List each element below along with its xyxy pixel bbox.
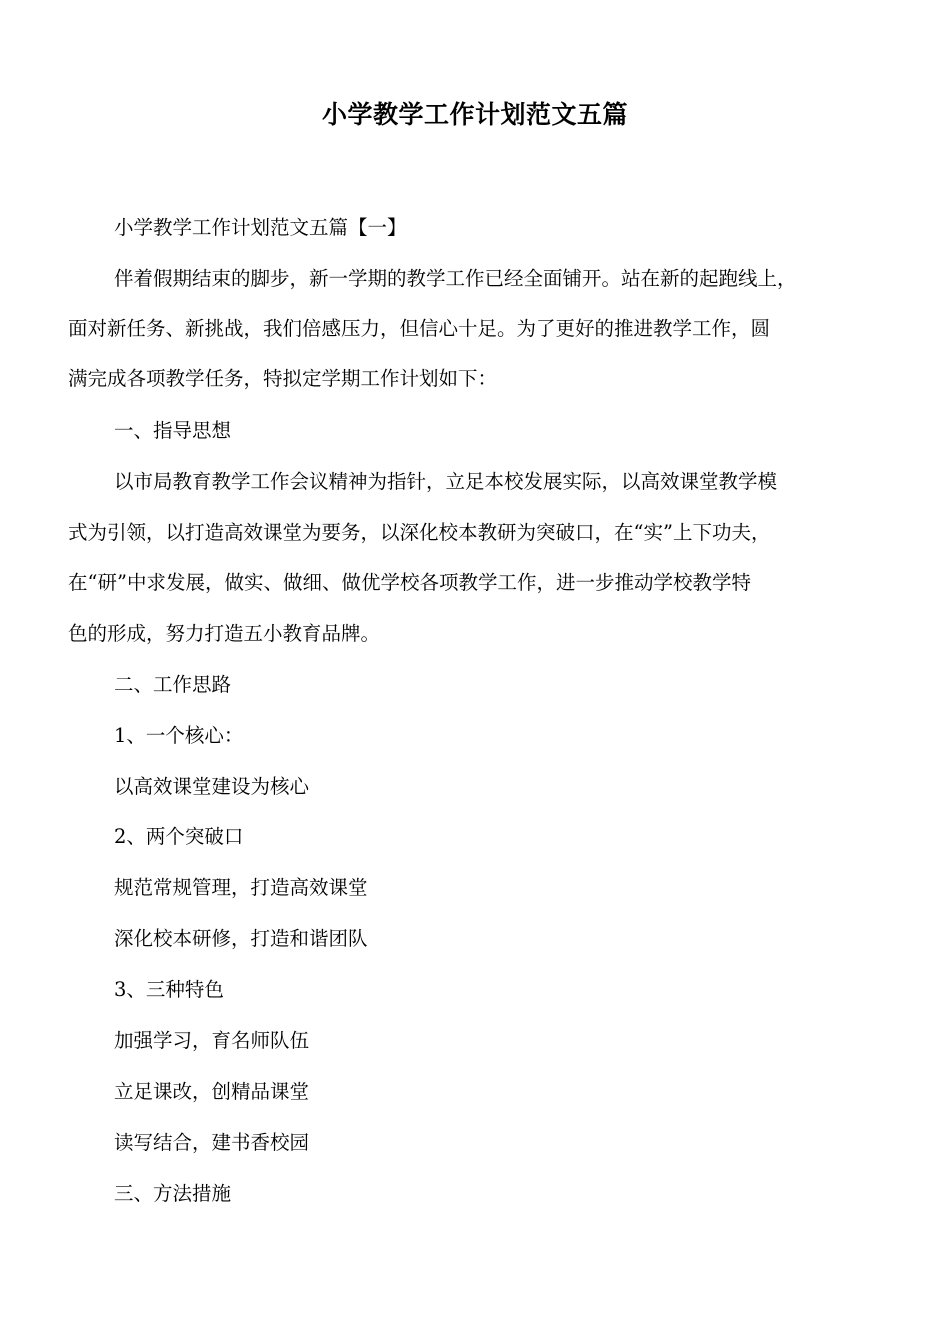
paragraph-line: 色的形成，努力打造五小教育品牌。 xyxy=(68,622,381,645)
list-item: 加强学习，育名师队伍 xyxy=(114,1029,310,1052)
paragraph-line: 式为引领，以打造高效课堂为要务，以深化校本教研为突破口，在“实”上下功夫， xyxy=(68,521,771,544)
section-heading: 小学教学工作计划范文五篇【一】 xyxy=(114,216,407,239)
paragraph-line: 满完成各项教学任务，特拟定学期工作计划如下： xyxy=(68,367,498,390)
list-item: 以高效课堂建设为核心 xyxy=(114,775,310,798)
paragraph-line: 在“研”中求发展，做实、做细、做优学校各项教学工作，进一步推动学校教学特 xyxy=(68,571,751,594)
paragraph-line: 伴着假期结束的脚步，新一学期的教学工作已经全面铺开。站在新的起跑线上， xyxy=(114,267,797,290)
section-heading: 一、指导思想 xyxy=(114,419,232,442)
list-item: 3、三种特色 xyxy=(114,978,224,1001)
list-item: 规范常规管理，打造高效课堂 xyxy=(114,876,368,899)
document-title: 小学教学工作计划范文五篇 xyxy=(321,100,628,129)
section-heading: 三、方法措施 xyxy=(114,1182,232,1205)
list-item: 深化校本研修，打造和谐团队 xyxy=(114,927,368,950)
list-item: 2、两个突破口 xyxy=(114,825,244,848)
section-heading: 二、工作思路 xyxy=(114,673,232,696)
list-item: 立足课改，创精品课堂 xyxy=(114,1080,310,1103)
list-item: 读写结合，建书香校园 xyxy=(114,1131,310,1154)
list-item: 1、一个核心： xyxy=(114,724,244,747)
paragraph-line: 以市局教育教学工作会议精神为指针，立足本校发展实际，以高效课堂教学模 xyxy=(114,470,778,493)
paragraph-line: 面对新任务、新挑战，我们倍感压力，但信心十足。为了更好的推进教学工作，圆 xyxy=(68,317,771,340)
